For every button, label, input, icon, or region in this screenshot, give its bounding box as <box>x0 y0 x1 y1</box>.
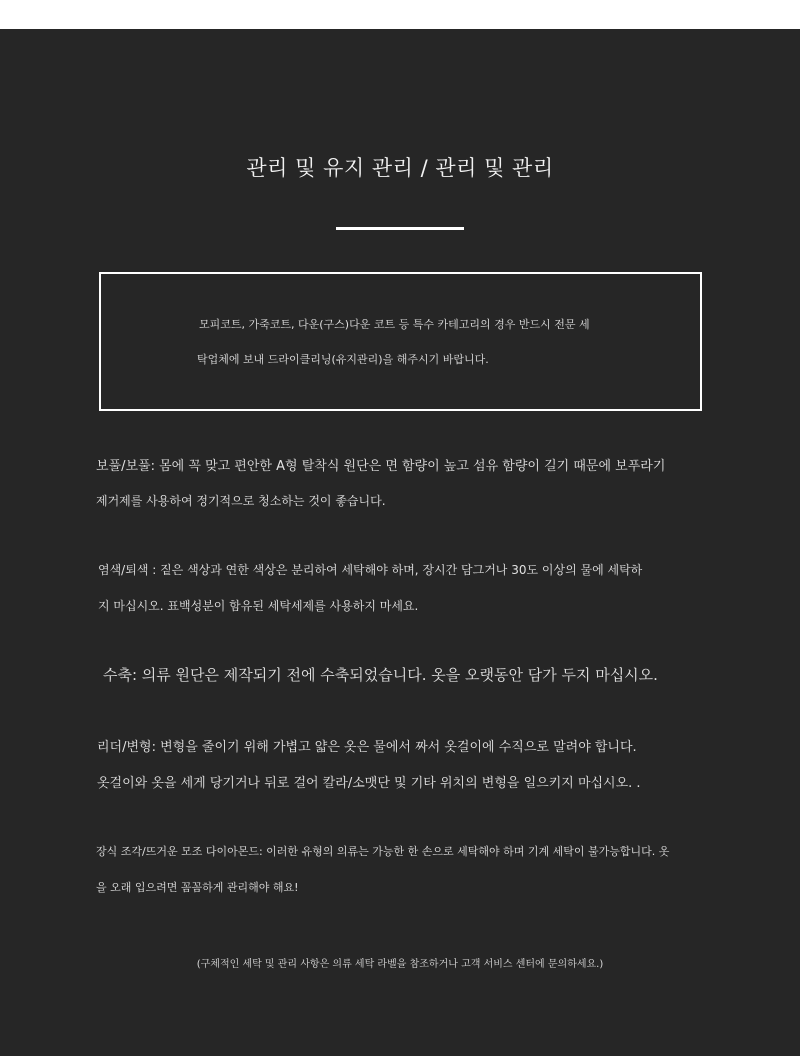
care-footnote: (구체적인 세탁 및 관리 사항은 의류 세탁 라벨을 참조하거나 고객 서비스 센터에 문의하세요.) <box>196 959 604 970</box>
decor-line-1: 장식 조각/뜨거운 모조 다이아몬드: 이러한 유형의 의류는 가능한 한 손으로 세탁해야 하며 기계 세탁이 불가능합니다. 옷 <box>96 845 670 858</box>
notice-line-1: 모피코트, 가죽코트, 다운(구스)다운 코트 등 특수 카테고리의 경우 반드시 전문 세 <box>199 318 590 331</box>
top-white-strip <box>0 0 800 29</box>
pilling-line-2: 제거제를 사용하여 정기적으로 청소하는 것이 좋습니다. <box>96 494 386 508</box>
deform-line-1: 리더/변형: 변형을 줄이기 위해 가볍고 얇은 옷은 물에서 짜서 옷걸이에 수직으로 말려야 합니다. <box>97 740 637 755</box>
dyeing-line-2: 지 마십시오. 표백성분이 함유된 세탁세제를 사용하지 마세요. <box>98 599 419 613</box>
pilling-line-1: 보풀/보풀: 몸에 꼭 맞고 편안한 A형 탈착식 원단은 면 함량이 높고 섬유 함량이 길기 때문에 보푸라기 <box>96 459 666 474</box>
deform-line-2: 옷걸이와 옷을 세게 당기거나 뒤로 걸어 칼라/소맷단 및 기타 위치의 변형을 일으키지 마십시오. . <box>97 776 641 791</box>
care-panel <box>0 29 800 1056</box>
dyeing-line-1: 염색/퇴색 : 짙은 색상과 연한 색상은 분리하여 세탁해야 하며, 장시간 담그거나 30도 이상의 물에 세탁하 <box>98 563 643 577</box>
title-divider <box>336 227 464 230</box>
shrink-line-1: 수축: 의류 원단은 제작되기 전에 수축되었습니다. 옷을 오랫동안 담가 두지 마십시오. <box>103 666 658 684</box>
notice-line-2: 탁업체에 보내 드라이클리닝(유지관리)을 해주시기 바랍니다. <box>197 353 489 366</box>
special-care-notice-box <box>99 272 702 411</box>
decor-line-2: 을 오래 입으려면 꼼꼼하게 관리해야 해요! <box>96 881 299 894</box>
page-title: 관리 및 유지 관리 / 관리 및 관리 <box>246 156 554 180</box>
